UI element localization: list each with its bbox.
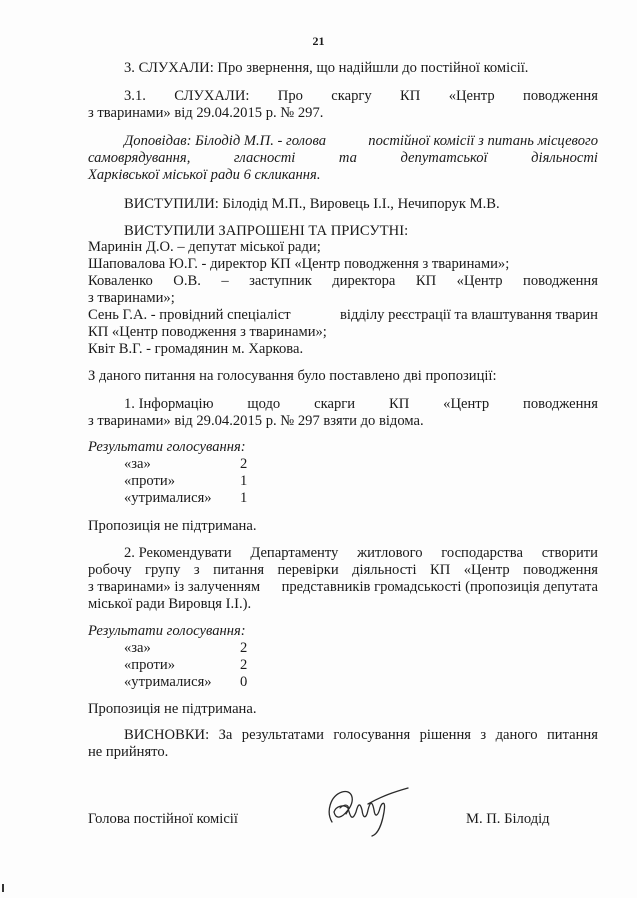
invited-line: Квіт В.Г. - громадянин м. Харкова. — [88, 341, 304, 357]
word: поводження — [523, 273, 598, 289]
vote-label: «за» — [124, 640, 151, 656]
word: самоврядування, — [88, 150, 191, 166]
vote-count: 0 — [240, 674, 248, 690]
word: Коваленко — [88, 273, 153, 289]
word: заступник — [249, 273, 312, 289]
word: «Центр — [463, 562, 510, 578]
speaker-line2 — [88, 149, 598, 167]
word: депутатської — [400, 150, 488, 166]
vote-label: «за» — [124, 456, 151, 472]
vote-count: 2 — [240, 456, 248, 472]
word: питання — [546, 727, 598, 743]
scan-speck — [2, 884, 4, 892]
word: з — [480, 727, 487, 743]
word: КП — [400, 88, 421, 104]
vote-label: «проти» — [124, 657, 175, 673]
word: «Центр — [448, 88, 495, 104]
item-3-1-line1 — [124, 87, 598, 105]
word: КП — [388, 396, 410, 412]
section-heading: 3. СЛУХАЛИ: Про звернення, що надійшли до постійної комісії. — [124, 60, 529, 76]
word: житлового — [357, 545, 423, 561]
proposal-1-line1 — [124, 395, 598, 413]
word: 2. Рекомендувати — [124, 545, 232, 561]
voting-results-label: Результати голосування: — [88, 623, 246, 639]
phrase: відділу реєстрації та влаштування тварин — [340, 307, 598, 323]
invited-line: Шаповалова Ю.Г. - директор КП «Центр поводження з тваринами»; — [88, 256, 510, 272]
vote-label: «утрималися» — [124, 674, 212, 690]
word: скарги — [314, 396, 356, 412]
word: «Центр — [443, 396, 490, 412]
proposal-2-line1 — [124, 544, 598, 562]
word: та — [338, 150, 357, 166]
proposal-outcome: Пропозиція не підтримана. — [88, 518, 257, 534]
signature-scribble — [322, 782, 412, 842]
word: результатами — [241, 727, 324, 743]
word: діяльності — [531, 150, 598, 166]
proposal-2-line2 — [88, 561, 598, 579]
word: поводження — [523, 562, 598, 578]
word: «Центр — [456, 273, 503, 289]
page-number: 21 — [312, 34, 325, 48]
word: Про — [277, 88, 303, 104]
vote-count: 1 — [240, 473, 248, 489]
word: ВИСНОВКИ: — [124, 727, 210, 743]
signatory-title: Голова постійної комісії — [88, 811, 238, 827]
word: скаргу — [331, 88, 372, 104]
word: поводження — [523, 88, 598, 104]
speaker-line1 — [124, 132, 598, 150]
speakers-line: ВИСТУПИЛИ: Білодід М.П., Вировець І.І., Нечипорук М.В. — [124, 196, 500, 212]
word: поводження — [523, 396, 598, 412]
speaker-line3: Харківської міської ради 6 скликання. — [88, 167, 321, 183]
word: даного — [495, 727, 538, 743]
vote-count: 1 — [240, 490, 248, 506]
word: створити — [541, 545, 598, 561]
word: господарства — [441, 545, 523, 561]
signatory-name: М. П. Білодід — [466, 811, 550, 827]
invited-line: з тваринами»; — [88, 290, 175, 306]
word: СЛУХАЛИ: — [174, 88, 250, 104]
word: голосування — [333, 727, 411, 743]
voting-results-label: Результати голосування: — [88, 439, 246, 455]
word: щодо — [247, 396, 281, 412]
invited-line — [88, 272, 598, 290]
proposal-1-line2: з тваринами» від 29.04.2015 р. № 297 взяти до відома. — [88, 413, 424, 429]
word: групу — [144, 562, 181, 578]
word: питання — [213, 562, 265, 578]
word: директора — [332, 273, 396, 289]
proposal-2-line3 — [88, 578, 598, 596]
vote-label: «проти» — [124, 473, 175, 489]
phrase: Сень Г.А. - провідний спеціаліст — [88, 307, 291, 323]
invited-line: Маринін Д.О. – депутат міської ради; — [88, 239, 321, 255]
word: перевірки — [277, 562, 339, 578]
word: – — [221, 273, 229, 289]
vote-label: «утрималися» — [124, 490, 212, 506]
proposals-intro: З даного питання на голосування було поставлено дві пропозиції: — [88, 368, 497, 384]
word: з — [193, 562, 200, 578]
word: О.В. — [173, 273, 201, 289]
word: рішення — [419, 727, 471, 743]
invited-heading: ВИСТУПИЛИ ЗАПРОШЕНІ ТА ПРИСУТНІ: — [124, 223, 409, 239]
handwritten-signature — [322, 782, 412, 847]
vote-count: 2 — [240, 657, 248, 673]
invited-line — [88, 306, 598, 324]
phrase: Доповідав: Білодід М.П. - голова — [124, 133, 327, 149]
word: Департаменту — [250, 545, 339, 561]
word: діяльності — [352, 562, 417, 578]
proposal-2-line4: міської ради Вировця І.І.). — [88, 596, 252, 612]
phrase: представників громадськості (пропозиція депутата — [281, 579, 598, 595]
phrase: постійної комісії з питань місцевого — [368, 133, 598, 149]
word: 1. Інформацію — [124, 396, 214, 412]
word: За — [218, 727, 233, 743]
item-3-1-line2: з тваринами» від 29.04.2015 р. № 297. — [88, 105, 324, 121]
word: гласності — [233, 150, 296, 166]
word: КП — [415, 273, 437, 289]
conclusion-line2: не прийнято. — [88, 744, 169, 760]
word: КП — [430, 562, 451, 578]
phrase: з тваринами» із залученням — [88, 579, 261, 595]
word: робочу — [88, 562, 132, 578]
invited-line: КП «Центр поводження з тваринами»; — [88, 324, 327, 340]
proposal-outcome: Пропозиція не підтримана. — [88, 701, 257, 717]
conclusion-line1 — [124, 726, 598, 744]
word: 3.1. — [124, 88, 146, 104]
vote-count: 2 — [240, 640, 248, 656]
